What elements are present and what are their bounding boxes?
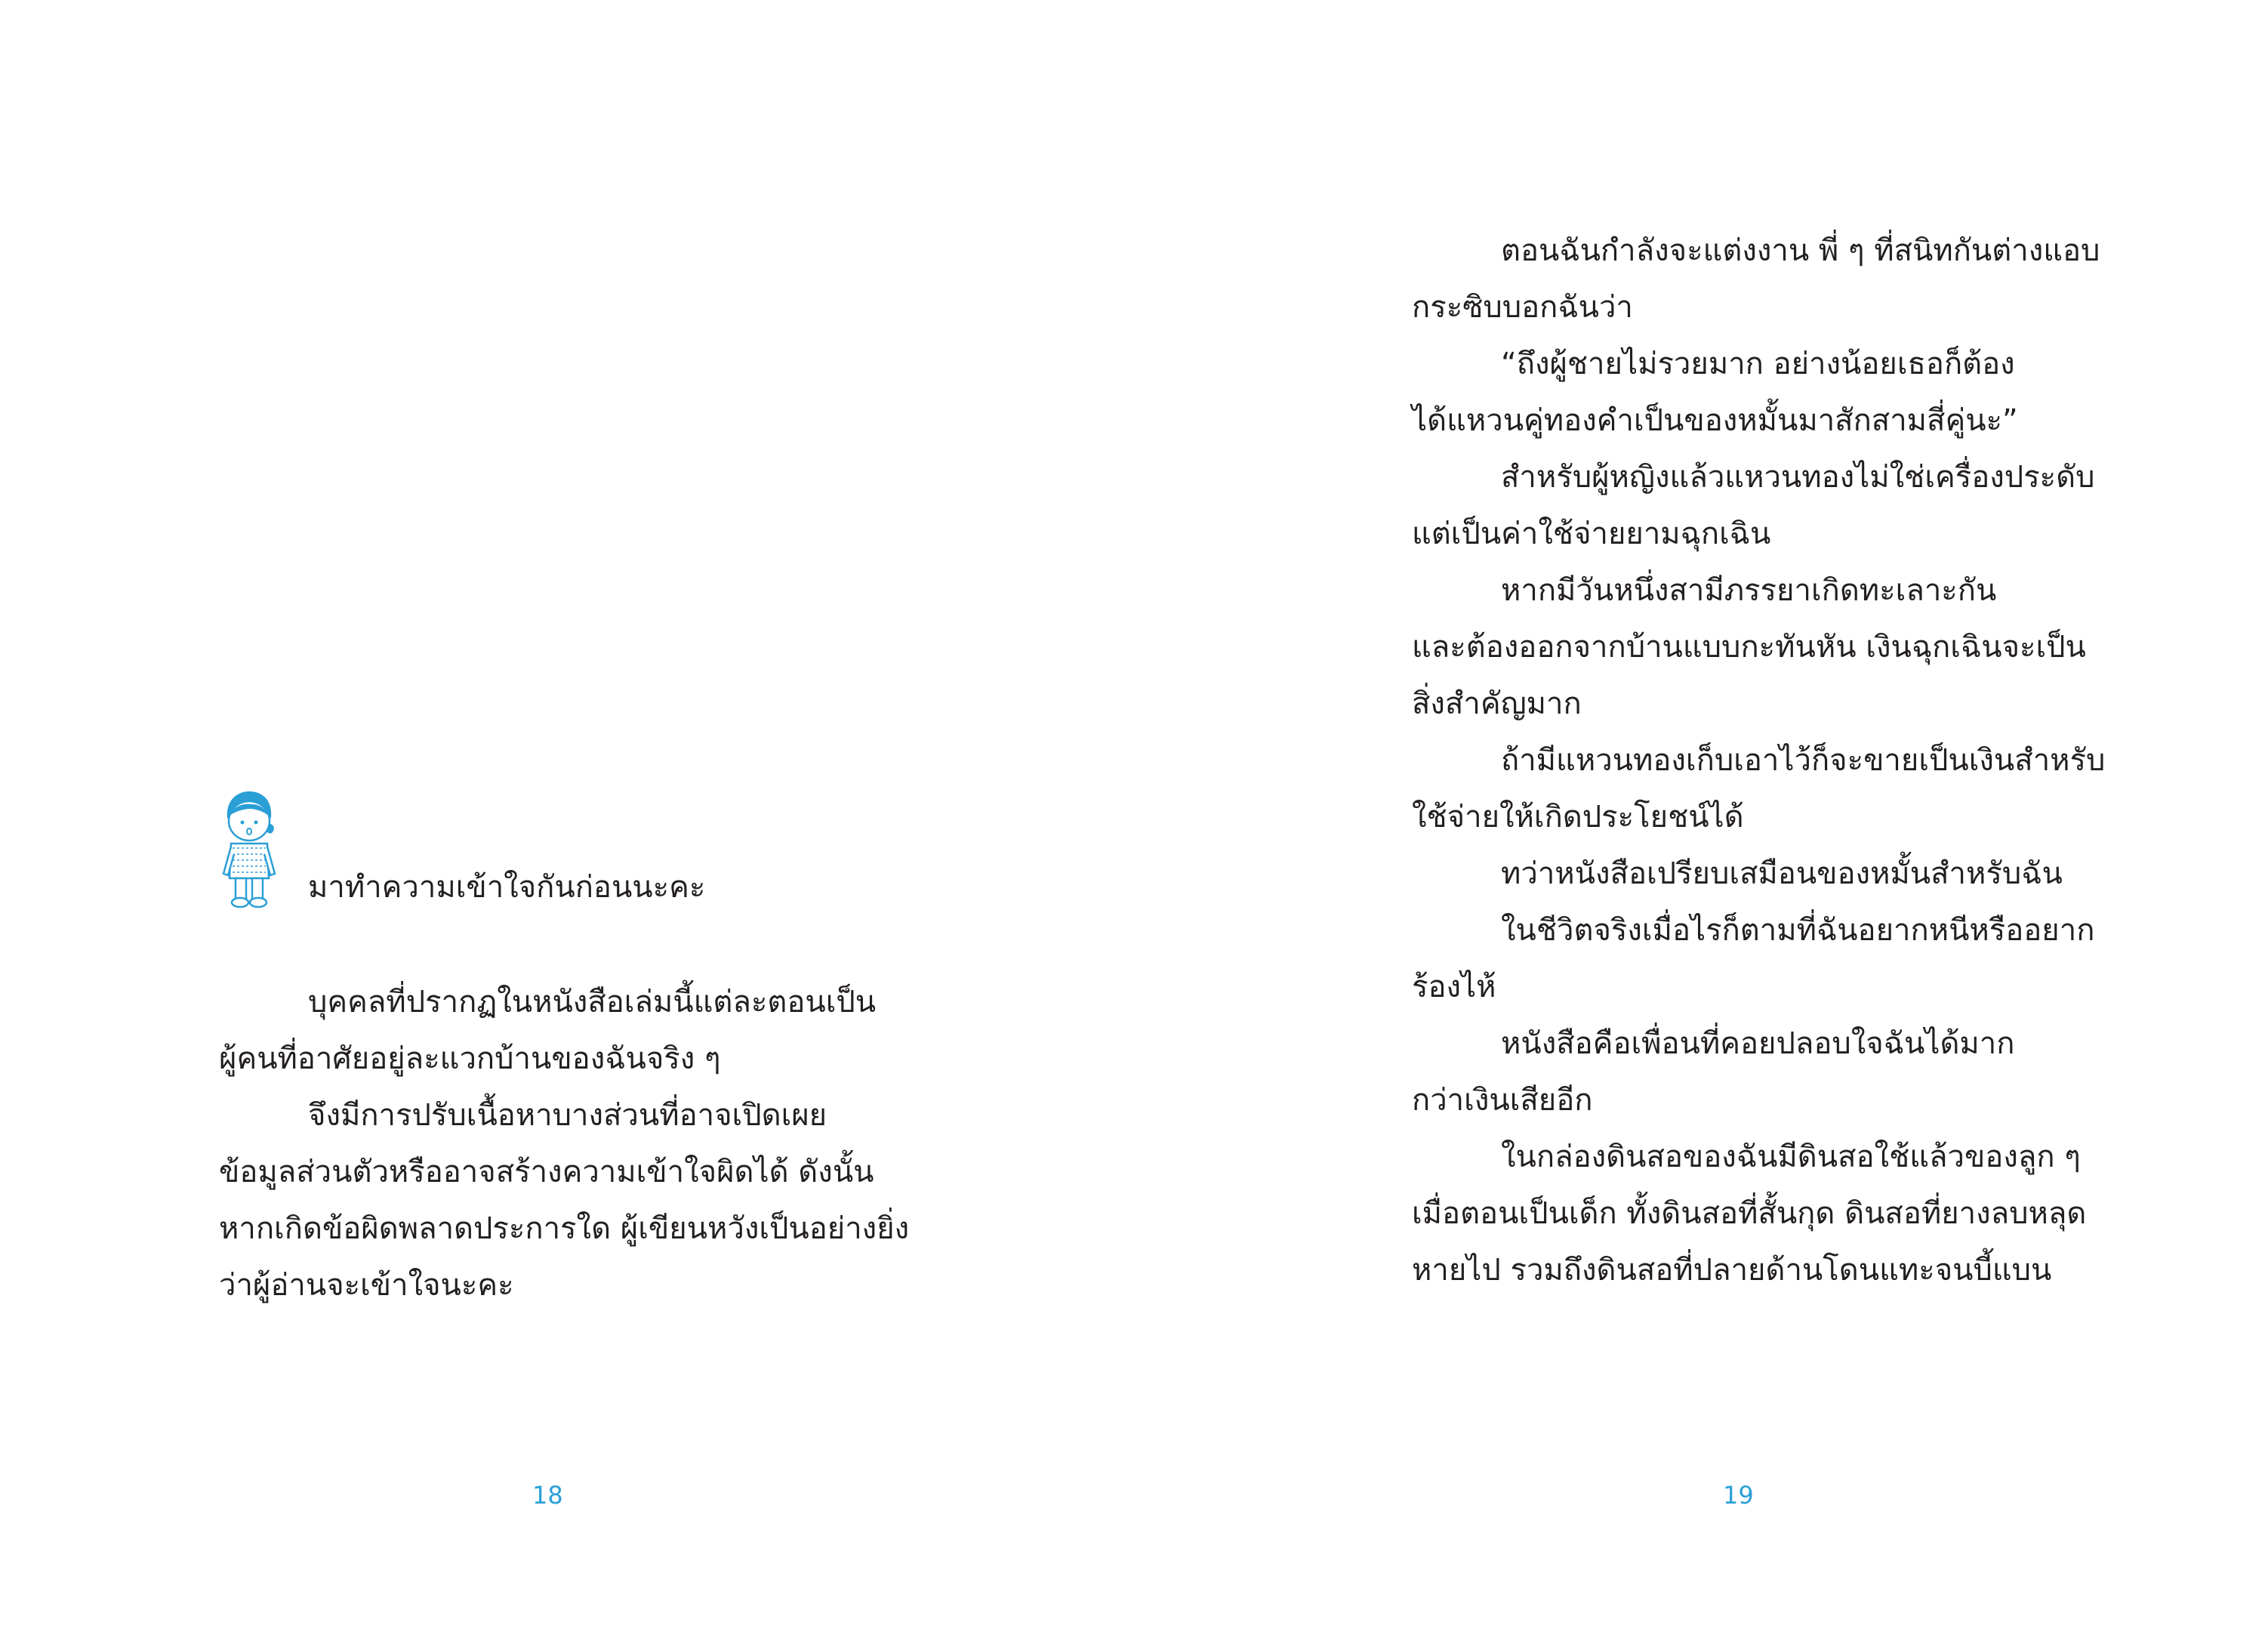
text-line: กว่าเงินเสียอีก bbox=[1412, 1083, 1593, 1118]
text-line: สำหรับผู้หญิงแล้วแหวนทองไม่ใช่เครื่องประดับ bbox=[1501, 460, 2095, 495]
girl-figure-icon bbox=[219, 789, 279, 910]
text-line: ว่าผู้อ่านจะเข้าใจนะคะ bbox=[219, 1268, 514, 1303]
text-line: จึงมีการปรับเนื้อหาบางส่วนที่อาจเปิดเผย bbox=[308, 1098, 827, 1133]
page-number: 19 bbox=[1723, 1481, 1754, 1510]
text-line: กระซิบบอกฉันว่า bbox=[1412, 290, 1633, 325]
text-line: ใช้จ่ายให้เกิดประโยชน์ได้ bbox=[1412, 800, 1744, 834]
text-line: ข้อมูลส่วนตัวหรืออาจสร้างความเข้าใจผิดได้ ดังนั้น bbox=[219, 1155, 874, 1189]
text-line: ทว่าหนังสือเปรียบเสมือนของหมั้นสำหรับฉัน bbox=[1501, 856, 2063, 891]
text-line: บุคคลที่ปรากฏในหนังสือเล่มนี้แต่ละตอนเป็น bbox=[308, 985, 877, 1019]
text-line: “ถึงผู้ชายไม่รวยมาก อย่างน้อยเธอก็ต้อง bbox=[1501, 347, 2015, 381]
text-line: หากมีวันหนึ่งสามีภรรยาเกิดทะเลาะกัน bbox=[1501, 573, 1997, 608]
text-line: ได้แหวนคู่ทองคำเป็นของหมั้นมาสักสามสี่คู่นะ” bbox=[1412, 403, 2018, 438]
text-line: แต่เป็นค่าใช้จ่ายยามฉุกเฉิน bbox=[1412, 517, 1771, 551]
right-body-text bbox=[1412, 223, 2105, 1299]
text-line: ตอนฉันกำลังจะแต่งงาน พี่ ๆ ที่สนิทกันต่างแอบ bbox=[1501, 233, 2100, 268]
text-line: และต้องออกจากบ้านแบบกะทันหัน เงินฉุกเฉินจะเป็น bbox=[1412, 630, 2086, 665]
section-title: มาทำความเข้าใจกันก่อนนะคะ bbox=[308, 870, 706, 905]
text-line: หายไป รวมถึงดินสอที่ปลายด้านโดนแทะจนบี้แบน bbox=[1412, 1253, 2052, 1288]
text-line: หากเกิดข้อผิดพลาดประการใด ผู้เขียนหวังเป็นอย่างยิ่ง bbox=[219, 1211, 910, 1246]
page-number: 18 bbox=[532, 1481, 563, 1510]
text-line: ในชีวิตจริงเมื่อไรก็ตามที่ฉันอยากหนีหรืออยาก bbox=[1501, 913, 2095, 948]
text-line: ในกล่องดินสอของฉันมีดินสอใช้แล้วของลูก ๆ bbox=[1501, 1140, 2081, 1174]
text-line: หนังสือคือเพื่อนที่คอยปลอบใจฉันได้มาก bbox=[1501, 1026, 2015, 1061]
text-line: ร้องไห้ bbox=[1412, 970, 1496, 1004]
text-line: ถ้ามีแหวนทองเก็บเอาไว้ก็จะขายเป็นเงินสำหรับ bbox=[1501, 743, 2106, 778]
text-line: ผู้คนที่อาศัยอยู่ละแวกบ้านของฉันจริง ๆ bbox=[219, 1041, 721, 1076]
right-page bbox=[1134, 0, 2268, 1641]
left-body-text bbox=[219, 974, 909, 1314]
text-line: เมื่อตอนเป็นเด็ก ทั้งดินสอที่สั้นกุด ดินสอที่ยางลบหลุด bbox=[1412, 1196, 2087, 1231]
text-line: สิ่งสำคัญมาก bbox=[1412, 686, 1582, 721]
